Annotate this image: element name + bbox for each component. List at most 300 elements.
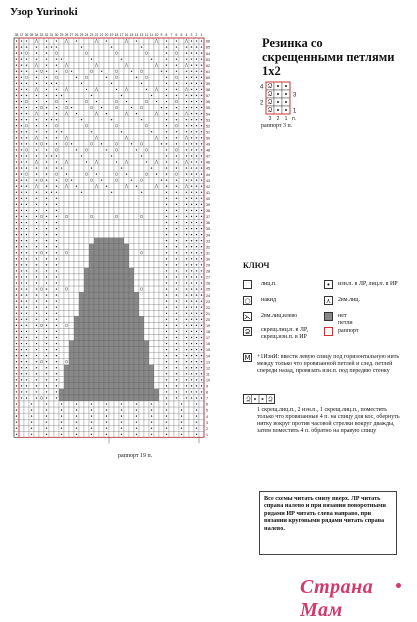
chart-cell xyxy=(134,232,139,238)
chart-cell xyxy=(179,310,184,316)
chart-cell xyxy=(119,213,124,219)
chart-cell xyxy=(59,359,64,365)
chart-cell xyxy=(84,359,89,365)
chart-cell xyxy=(149,280,154,286)
purl-dot xyxy=(196,361,197,362)
chart-cell xyxy=(64,92,69,98)
chart-cell xyxy=(89,389,94,395)
chart-cell xyxy=(139,135,144,141)
chart-cell xyxy=(169,292,174,298)
chart-cell xyxy=(154,50,159,56)
chart-cell xyxy=(89,201,94,207)
chart-cell xyxy=(119,334,124,340)
chart-cell xyxy=(84,407,89,413)
chart-cell xyxy=(99,316,104,322)
chart-cell xyxy=(139,220,144,226)
chart-cell xyxy=(59,86,64,92)
chart-cell xyxy=(119,220,124,226)
purl-dot xyxy=(166,373,167,374)
row-number: 10 xyxy=(206,378,210,383)
chart-cell xyxy=(119,105,124,111)
chart-cell xyxy=(119,123,124,129)
col-number: 35 xyxy=(29,33,34,37)
purl-dot xyxy=(26,294,27,295)
chart-cell xyxy=(79,389,84,395)
chart-cell xyxy=(94,413,99,419)
col-number: 2 xyxy=(195,33,198,37)
chart-cell xyxy=(179,159,184,165)
chart-cell xyxy=(29,189,34,195)
chart-cell xyxy=(104,256,109,262)
purl-dot xyxy=(46,337,47,338)
purl-dot xyxy=(196,107,197,108)
chart-cell xyxy=(74,177,79,183)
chart-cell xyxy=(179,359,184,365)
chart-cell xyxy=(114,322,119,328)
purl-dot xyxy=(61,421,62,422)
chart-cell xyxy=(124,177,129,183)
purl-dot xyxy=(16,46,17,47)
chart-cell xyxy=(94,322,99,328)
purl-dot xyxy=(46,125,47,126)
chart-cell xyxy=(39,316,44,322)
chart-cell xyxy=(89,135,94,141)
chart-cell xyxy=(129,322,134,328)
chart-cell xyxy=(49,280,54,286)
chart-cell xyxy=(184,431,189,437)
chart-cell xyxy=(104,238,109,244)
purl-dot xyxy=(201,367,202,368)
chart-cell xyxy=(104,86,109,92)
purl-dot xyxy=(31,403,32,404)
purl-dot xyxy=(201,113,202,114)
purl-dot xyxy=(166,288,167,289)
chart-cell xyxy=(124,359,129,365)
chart-cell xyxy=(134,298,139,304)
chart-cell xyxy=(39,244,44,250)
purl-dot xyxy=(111,83,112,84)
chart-cell xyxy=(29,220,34,226)
chart-cell xyxy=(59,62,64,68)
purl-dot xyxy=(26,222,27,223)
chart-cell xyxy=(99,383,104,389)
chart-cell xyxy=(169,123,174,129)
purl-dot xyxy=(46,119,47,120)
chart-cell xyxy=(144,286,149,292)
chart-cell xyxy=(74,347,79,353)
purl-dot xyxy=(21,58,22,59)
col-number: 28 xyxy=(64,33,69,37)
purl-dot xyxy=(76,40,77,41)
purl-dot xyxy=(36,46,37,47)
purl-dot xyxy=(21,204,22,205)
chart-cell xyxy=(169,395,174,401)
chart-cell xyxy=(109,92,114,98)
chart-cell xyxy=(84,274,89,280)
chart-cell xyxy=(79,147,84,153)
purl-dot xyxy=(21,258,22,259)
purl-dot xyxy=(176,131,177,132)
purl-dot xyxy=(16,319,17,320)
chart-cell xyxy=(39,286,44,292)
chart-cell xyxy=(144,135,149,141)
chart-cell xyxy=(24,99,29,105)
chart-cell xyxy=(89,141,94,147)
chart-cell xyxy=(89,147,94,153)
chart-cell xyxy=(94,328,99,334)
chart-cell xyxy=(159,213,164,219)
purl-dot xyxy=(191,258,192,259)
purl-dot xyxy=(196,161,197,162)
chart-cell xyxy=(144,365,149,371)
chart-cell xyxy=(169,201,174,207)
purl-dot xyxy=(176,186,177,187)
chart-cell xyxy=(169,304,174,310)
chart-cell xyxy=(139,353,144,359)
chart-cell xyxy=(174,425,179,431)
purl-dot xyxy=(61,131,62,132)
purl-dot xyxy=(196,71,197,72)
chart-cell xyxy=(114,238,119,244)
purl-dot xyxy=(201,331,202,332)
chart-cell xyxy=(174,123,179,129)
chart-cell xyxy=(129,298,134,304)
chart-cell xyxy=(74,383,79,389)
purl-dot xyxy=(21,179,22,180)
chart-cell xyxy=(169,99,174,105)
chart-cell xyxy=(49,256,54,262)
chart-cell xyxy=(49,292,54,298)
chart-cell xyxy=(39,383,44,389)
row-number: 50 xyxy=(206,136,210,141)
chart-cell xyxy=(159,292,164,298)
chart-cell xyxy=(49,244,54,250)
purl-dot xyxy=(176,161,177,162)
purl-dot xyxy=(176,228,177,229)
chart-cell xyxy=(104,213,109,219)
chart-cell xyxy=(94,304,99,310)
purl-dot xyxy=(116,161,117,162)
purl-dot xyxy=(16,343,17,344)
chart-cell xyxy=(169,56,174,62)
purl-dot xyxy=(196,58,197,59)
purl-dot xyxy=(91,428,92,429)
chart-cell xyxy=(159,244,164,250)
chart-cell xyxy=(119,377,124,383)
chart-cell xyxy=(99,92,104,98)
chart-cell xyxy=(84,183,89,189)
chart-cell xyxy=(174,99,179,105)
chart-cell xyxy=(94,280,99,286)
purl-dot xyxy=(176,379,177,380)
chart-cell xyxy=(169,328,174,334)
chart-cell xyxy=(119,135,124,141)
chart-cell xyxy=(154,105,159,111)
purl-dot xyxy=(196,95,197,96)
purl-dot xyxy=(31,428,32,429)
purl-dot xyxy=(26,337,27,338)
purl-dot xyxy=(181,415,182,416)
purl-dot xyxy=(186,77,187,78)
chart-cell xyxy=(169,334,174,340)
chart-cell xyxy=(29,147,34,153)
row-number: 43 xyxy=(206,178,210,183)
purl-dot xyxy=(176,367,177,368)
purl-dot xyxy=(176,282,177,283)
chart-cell xyxy=(99,44,104,50)
chart-cell xyxy=(39,262,44,268)
chart-cell xyxy=(159,207,164,213)
chart-cell xyxy=(144,129,149,135)
purl-dot xyxy=(76,403,77,404)
purl-dot xyxy=(61,434,62,435)
chart-cell xyxy=(169,347,174,353)
chart-cell xyxy=(69,383,74,389)
chart-cell xyxy=(139,86,144,92)
chart-cell xyxy=(94,153,99,159)
chart-cell xyxy=(89,213,94,219)
chart-cell xyxy=(79,105,84,111)
purl-dot xyxy=(46,240,47,241)
chart-cell xyxy=(59,232,64,238)
purl-dot xyxy=(191,89,192,90)
chart-cell xyxy=(49,68,54,74)
purl-dot xyxy=(16,325,17,326)
purl-dot xyxy=(36,101,37,102)
chart-cell xyxy=(84,207,89,213)
purl-dot xyxy=(166,391,167,392)
chart-cell xyxy=(54,171,59,177)
purl-dot xyxy=(26,95,27,96)
chart-cell xyxy=(69,99,74,105)
chart-cell xyxy=(79,304,84,310)
chart-cell xyxy=(154,165,159,171)
chart-cell xyxy=(29,328,34,334)
chart-cell xyxy=(134,371,139,377)
chart-cell xyxy=(169,153,174,159)
purl-dot xyxy=(36,216,37,217)
chart-cell xyxy=(129,207,134,213)
purl-dot xyxy=(196,331,197,332)
purl-dot xyxy=(26,179,27,180)
chart-cell xyxy=(79,316,84,322)
chart-cell xyxy=(79,111,84,117)
purl-dot xyxy=(26,391,27,392)
purl-dot xyxy=(36,234,37,235)
col-number: 19 xyxy=(109,33,114,37)
twisted-mark: Ձ xyxy=(267,100,273,106)
chart-cell xyxy=(39,189,44,195)
chart-cell xyxy=(79,159,84,165)
chart-cell xyxy=(29,377,34,383)
purl-dot xyxy=(201,95,202,96)
row-number: 40 xyxy=(206,196,210,201)
chart-cell xyxy=(99,183,104,189)
chart-cell xyxy=(59,123,64,129)
chart-cell xyxy=(149,135,154,141)
chart-cell xyxy=(29,50,34,56)
key-label: +1ИзнИ: ввести левую спицу под горизонтальную нить между только что провязанной петлей и след. петлей спереди назад, провязать изн.п. под передвю стенку xyxy=(257,354,400,374)
chart-cell xyxy=(94,262,99,268)
chart-cell xyxy=(144,74,149,80)
chart-cell xyxy=(94,365,99,371)
chart-cell xyxy=(149,256,154,262)
chart-cell xyxy=(144,262,149,268)
chart-cell xyxy=(69,129,74,135)
chart-cell xyxy=(159,395,164,401)
chart-cell xyxy=(59,365,64,371)
chart-cell xyxy=(49,298,54,304)
purl-dot xyxy=(166,307,167,308)
chart-cell xyxy=(189,401,194,407)
chart-cell xyxy=(159,425,164,431)
row-number: 53 xyxy=(206,118,210,123)
purl-dot xyxy=(201,307,202,308)
chart-cell xyxy=(109,286,114,292)
purl-dot xyxy=(196,434,197,435)
key-label: 1 скрещ.лиц.п., 2 изн.п., 1 скрещ.лиц.п., поместить только что провязанные 4 п. на спицу для кос, обернуть нитку вокруг против часовой стрелки вокруг дважды, затем поместить 4 п. обратно на правую спицу xyxy=(257,407,400,434)
purl-dot xyxy=(161,143,162,144)
chart-cell xyxy=(149,80,154,86)
row-number: 66 xyxy=(206,39,210,44)
chart-cell xyxy=(114,141,119,147)
chart-cell xyxy=(109,220,114,226)
purl-dot xyxy=(56,240,57,241)
col-number: 31 xyxy=(49,33,54,37)
purl-dot xyxy=(186,131,187,132)
purl-dot xyxy=(91,415,92,416)
chart-cell xyxy=(49,92,54,98)
chart-cell xyxy=(154,262,159,268)
chart-cell xyxy=(69,232,74,238)
chart-cell xyxy=(29,80,34,86)
chart-cell xyxy=(99,425,104,431)
purl-dot xyxy=(176,307,177,308)
chart-cell xyxy=(109,292,114,298)
chart-cell xyxy=(69,226,74,232)
purl-dot xyxy=(46,307,47,308)
chart-cell xyxy=(159,238,164,244)
k2tog-icon: ⋏ xyxy=(325,297,332,305)
purl-dot xyxy=(46,409,47,410)
purl-dot xyxy=(21,65,22,66)
chart-cell xyxy=(169,407,174,413)
chart-cell xyxy=(69,92,74,98)
purl-dot xyxy=(96,101,97,102)
chart-cell xyxy=(64,129,69,135)
chart-cell xyxy=(134,256,139,262)
chart-cell xyxy=(134,322,139,328)
purl-dot xyxy=(176,391,177,392)
chart-cell xyxy=(74,256,79,262)
purl-dot xyxy=(56,137,57,138)
chart-cell xyxy=(129,383,134,389)
chart-cell xyxy=(74,44,79,50)
purl-dot xyxy=(36,83,37,84)
chart-cell xyxy=(74,334,79,340)
purl-dot xyxy=(176,167,177,168)
chart-cell xyxy=(144,238,149,244)
chart-cell xyxy=(124,395,129,401)
chart-cell xyxy=(79,68,84,74)
chart-cell xyxy=(114,274,119,280)
chart-cell xyxy=(59,274,64,280)
chart-cell xyxy=(109,304,114,310)
chart-cell xyxy=(129,147,134,153)
purl-dot xyxy=(56,282,57,283)
cluster-stitch-drawing xyxy=(244,395,274,403)
purl-dot xyxy=(26,210,27,211)
purl-dot xyxy=(36,379,37,380)
purl-dot xyxy=(121,409,122,410)
chart-cell xyxy=(39,359,44,365)
chart-cell xyxy=(119,153,124,159)
purl-dot xyxy=(46,52,47,53)
chart-cell xyxy=(104,244,109,250)
purl-dot xyxy=(61,58,62,59)
chart-cell xyxy=(89,177,94,183)
chart-cell xyxy=(89,226,94,232)
chart-cell xyxy=(29,256,34,262)
purl-dot xyxy=(191,282,192,283)
chart-cell xyxy=(144,419,149,425)
chart-cell xyxy=(29,250,34,256)
purl-dot xyxy=(136,421,137,422)
purl-dot xyxy=(191,270,192,271)
purl-dot xyxy=(181,428,182,429)
col-number: 29 xyxy=(59,33,64,37)
purl-dot xyxy=(176,192,177,193)
purl-dot xyxy=(26,270,27,271)
purl-dot xyxy=(196,313,197,314)
chart-cell xyxy=(179,334,184,340)
chart-cell xyxy=(179,383,184,389)
purl-dot xyxy=(56,143,57,144)
chart-cell xyxy=(79,244,84,250)
chart-cell xyxy=(89,232,94,238)
chart-cell xyxy=(79,141,84,147)
purl-dot xyxy=(166,101,167,102)
chart-cell xyxy=(39,389,44,395)
chart-cell xyxy=(49,328,54,334)
chart-cell xyxy=(104,220,109,226)
purl-dot xyxy=(36,355,37,356)
chart-cell xyxy=(159,86,164,92)
purl-dot xyxy=(21,125,22,126)
purl-dot xyxy=(196,89,197,90)
chart-cell xyxy=(39,280,44,286)
purl-dot xyxy=(56,40,57,41)
chart-cell xyxy=(84,244,89,250)
purl-dot xyxy=(46,385,47,386)
chart-cell xyxy=(59,298,64,304)
purl-dot xyxy=(71,143,72,144)
purl-dot xyxy=(176,107,177,108)
chart-cell xyxy=(109,195,114,201)
row-number: 48 xyxy=(206,148,210,153)
purl-dot xyxy=(196,137,197,138)
chart-cell xyxy=(84,117,89,123)
chart-cell xyxy=(139,171,144,177)
chart-cell xyxy=(74,280,79,286)
purl-dot xyxy=(106,434,107,435)
chart-cell xyxy=(119,244,124,250)
chart-cell xyxy=(39,310,44,316)
chart-cell xyxy=(104,310,109,316)
row-number: 12 xyxy=(206,366,210,371)
chart-cell xyxy=(49,56,54,62)
chart-cell xyxy=(129,213,134,219)
